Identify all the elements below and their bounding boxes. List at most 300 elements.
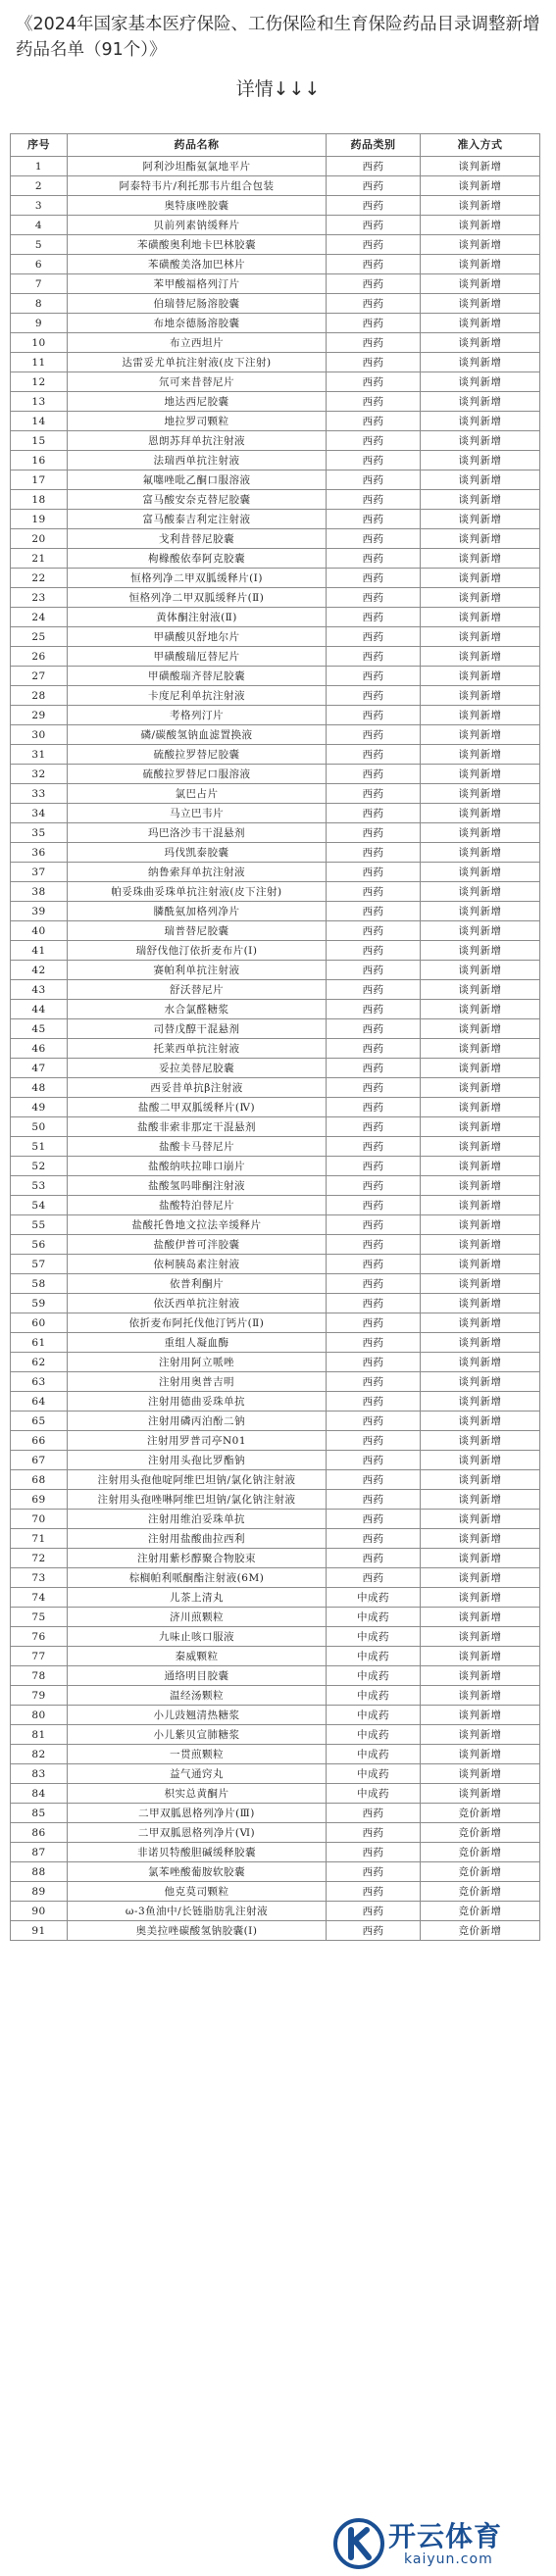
drug-name: 氯苯唑酸葡胺软胶囊 [68,1862,327,1882]
table-row [11,1274,540,1294]
drug-name: 济川煎颗粒 [68,1608,327,1627]
drug-name: 依普利酮片 [68,1274,327,1294]
access-method: 谈判新增 [421,1470,540,1490]
drug-name: ω-3鱼油中/长链脂肪乳注射液 [68,1902,327,1921]
access-method: 谈判新增 [421,1745,540,1764]
drug-category: 西药 [327,725,421,745]
row-index: 35 [11,823,68,843]
row-index: 28 [11,686,68,706]
row-index: 7 [11,274,68,294]
drug-name: 硫酸拉罗替尼口服溶液 [68,765,327,784]
table-row [11,1117,540,1137]
drug-category: 西药 [327,1176,421,1196]
row-index: 30 [11,725,68,745]
table-row [11,1019,540,1039]
drug-category: 西药 [327,1333,421,1353]
row-index: 59 [11,1294,68,1313]
drug-name: 水合氯醛糖浆 [68,1000,327,1019]
row-index: 62 [11,1353,68,1372]
drug-category: 西药 [327,1255,421,1274]
access-method: 谈判新增 [421,549,540,569]
row-index: 82 [11,1745,68,1764]
row-index: 14 [11,412,68,431]
table-row [11,1823,540,1843]
row-index: 85 [11,1804,68,1823]
header-drug-name: 药品名称 [68,134,327,157]
drug-name: 氟噻唑吡乙酮口服溶液 [68,471,327,490]
table-row [11,608,540,627]
drug-name: 非诺贝特酸胆碱缓释胶囊 [68,1843,327,1862]
drug-name: 瑞舒伐他汀依折麦布片(Ⅰ) [68,941,327,961]
row-index: 37 [11,863,68,882]
drug-name: 盐酸二甲双胍缓释片(Ⅳ) [68,1098,327,1117]
drug-category: 西药 [327,1431,421,1451]
drug-name: 注射用磷丙泊酚二钠 [68,1412,327,1431]
drug-category: 西药 [327,549,421,569]
access-method: 谈判新增 [421,1157,540,1176]
access-method: 谈判新增 [421,1412,540,1431]
access-method: 谈判新增 [421,1647,540,1666]
drug-name: 甲磺酸瑞齐替尼胶囊 [68,667,327,686]
drug-name: 法瑞西单抗注射液 [68,451,327,471]
table-row [11,745,540,765]
access-method: 竞价新增 [421,1882,540,1902]
table-row [11,1470,540,1490]
row-index: 8 [11,294,68,314]
access-method: 谈判新增 [421,314,540,333]
table-row [11,921,540,941]
row-index: 31 [11,745,68,765]
drug-category: 西药 [327,1274,421,1294]
drug-name: 富马酸泰吉利定注射液 [68,510,327,529]
drug-name: 依折麦布阿托伐他汀钙片(Ⅱ) [68,1313,327,1333]
access-method: 谈判新增 [421,823,540,843]
access-method: 竞价新增 [421,1902,540,1921]
table-row [11,1353,540,1372]
row-index: 50 [11,1117,68,1137]
drug-name: 盐酸氢吗啡酮注射液 [68,1176,327,1196]
drug-name: 注射用头孢他啶阿维巴坦钠/氯化钠注射液 [68,1470,327,1490]
drug-category: 西药 [327,1412,421,1431]
row-index: 11 [11,353,68,372]
access-method: 谈判新增 [421,529,540,549]
access-method: 谈判新增 [421,1431,540,1451]
drug-category: 西药 [327,392,421,412]
drug-name: 盐酸托鲁地文拉法辛缓释片 [68,1215,327,1235]
drug-name: 磷/碳酸氢钠血滤置换液 [68,725,327,745]
drug-category: 中成药 [327,1627,421,1647]
table-row [11,1529,540,1549]
table-row [11,529,540,549]
drug-name: 注射用头孢比罗酯钠 [68,1451,327,1470]
table-row [11,157,540,176]
access-method: 谈判新增 [421,1117,540,1137]
table-row [11,823,540,843]
table-row [11,490,540,510]
header-access-method: 准入方式 [421,134,540,157]
drug-name: 瑞普替尼胶囊 [68,921,327,941]
table-row [11,451,540,471]
table-row [11,1745,540,1764]
row-index: 84 [11,1784,68,1804]
row-index: 55 [11,1215,68,1235]
table-row [11,353,540,372]
access-method: 谈判新增 [421,431,540,451]
row-index: 78 [11,1666,68,1686]
drug-category: 西药 [327,176,421,196]
access-method: 谈判新增 [421,588,540,608]
drug-category: 中成药 [327,1764,421,1784]
access-method: 谈判新增 [421,686,540,706]
drug-category: 西药 [327,1235,421,1255]
access-method: 谈判新增 [421,1451,540,1470]
drug-name: 地拉罗司颗粒 [68,412,327,431]
table-row [11,1372,540,1392]
drug-name: 他克莫司颗粒 [68,1882,327,1902]
drug-category: 西药 [327,529,421,549]
access-method: 竞价新增 [421,1843,540,1862]
drug-category: 西药 [327,1568,421,1588]
row-index: 63 [11,1372,68,1392]
watermark-domain: kaiyun.com [404,2551,493,2567]
table-row [11,1627,540,1647]
row-index: 18 [11,490,68,510]
drug-category: 中成药 [327,1706,421,1725]
drug-category: 中成药 [327,1686,421,1706]
access-method: 谈判新增 [421,1313,540,1333]
access-method: 谈判新增 [421,274,540,294]
table-row [11,667,540,686]
access-method: 谈判新增 [421,804,540,823]
access-method: 谈判新增 [421,1215,540,1235]
row-index: 1 [11,157,68,176]
table-row [11,235,540,255]
table-row [11,1176,540,1196]
table-row [11,1568,540,1588]
access-method: 谈判新增 [421,1392,540,1412]
row-index: 74 [11,1588,68,1608]
row-index: 56 [11,1235,68,1255]
drug-category: 西药 [327,765,421,784]
drug-name: 司替戊醇干混悬剂 [68,1019,327,1039]
table-row [11,1882,540,1902]
drug-category: 西药 [327,372,421,392]
drug-name: 二甲双胍恩格列净片(Ⅵ) [68,1823,327,1843]
drug-category: 西药 [327,1490,421,1510]
table-row [11,392,540,412]
table-row [11,588,540,608]
row-index: 15 [11,431,68,451]
access-method: 谈判新增 [421,451,540,471]
access-method: 谈判新增 [421,608,540,627]
drug-name: 奥美拉唑碳酸氢钠胶囊(Ⅰ) [68,1921,327,1941]
drug-name: 棕榈帕利哌酮酯注射液(6M) [68,1568,327,1588]
table-row [11,1921,540,1941]
access-method: 谈判新增 [421,627,540,647]
row-index: 45 [11,1019,68,1039]
access-method: 谈判新增 [421,1588,540,1608]
drug-name: 黄体酮注射液(Ⅱ) [68,608,327,627]
access-method: 谈判新增 [421,1294,540,1313]
access-method: 谈判新增 [421,667,540,686]
access-method: 竞价新增 [421,1862,540,1882]
row-index: 34 [11,804,68,823]
row-index: 54 [11,1196,68,1215]
drug-name: 注射用罗普司亭N01 [68,1431,327,1451]
access-method: 谈判新增 [421,706,540,725]
drug-category: 西药 [327,255,421,274]
drug-category: 西药 [327,1902,421,1921]
row-index: 58 [11,1274,68,1294]
access-method: 谈判新增 [421,1235,540,1255]
drug-category: 中成药 [327,1745,421,1764]
table-row [11,1451,540,1470]
drug-category: 西药 [327,216,421,235]
table-row [11,1588,540,1608]
watermark-brand: 开云体育 [388,2520,503,2552]
drug-name: 盐酸非索非那定干混悬剂 [68,1117,327,1137]
drug-name: 马立巴韦片 [68,804,327,823]
row-index: 88 [11,1862,68,1882]
access-method: 谈判新增 [421,1608,540,1627]
drug-name: 小儿紫贝宣肺糖浆 [68,1725,327,1745]
drug-name: 阿利沙坦酯氨氯地平片 [68,157,327,176]
table-row [11,1215,540,1235]
drug-category: 西药 [327,843,421,863]
drug-name: 枳实总黄酮片 [68,1784,327,1804]
drug-category: 西药 [327,608,421,627]
table-row [11,1098,540,1117]
row-index: 6 [11,255,68,274]
drug-name: 富马酸安奈克替尼胶囊 [68,490,327,510]
row-index: 16 [11,451,68,471]
row-index: 32 [11,765,68,784]
drug-name: 注射用奥普吉明 [68,1372,327,1392]
row-index: 68 [11,1470,68,1490]
drug-name: 考格列汀片 [68,706,327,725]
access-method: 谈判新增 [421,921,540,941]
row-index: 69 [11,1490,68,1510]
row-index: 25 [11,627,68,647]
row-index: 20 [11,529,68,549]
drug-name: 玛伐凯泰胶囊 [68,843,327,863]
row-index: 60 [11,1313,68,1333]
row-index: 44 [11,1000,68,1019]
drug-category: 中成药 [327,1666,421,1686]
row-index: 48 [11,1078,68,1098]
drug-category: 西药 [327,980,421,1000]
drug-name: 依沃西单抗注射液 [68,1294,327,1313]
access-method: 谈判新增 [421,1353,540,1372]
drug-category: 西药 [327,471,421,490]
row-index: 13 [11,392,68,412]
table-row [11,980,540,1000]
table-row [11,1333,540,1353]
drug-category: 西药 [327,941,421,961]
row-index: 49 [11,1098,68,1117]
table-row [11,314,540,333]
row-index: 42 [11,961,68,980]
row-index: 12 [11,372,68,392]
drug-category: 西药 [327,1039,421,1059]
drug-category: 西药 [327,1196,421,1215]
row-index: 21 [11,549,68,569]
drug-category: 西药 [327,1000,421,1019]
access-method: 谈判新增 [421,1019,540,1039]
access-method: 谈判新增 [421,1000,540,1019]
drug-name: 盐酸伊普可泮胶囊 [68,1235,327,1255]
table-row [11,1137,540,1157]
access-method: 竞价新增 [421,1921,540,1941]
table-row [11,1804,540,1823]
drug-category: 西药 [327,882,421,902]
drug-category: 西药 [327,1529,421,1549]
table-row [11,1647,540,1666]
table-row [11,1666,540,1686]
access-method: 谈判新增 [421,1568,540,1588]
table-row [11,1412,540,1431]
drug-category: 西药 [327,157,421,176]
drug-category: 西药 [327,1059,421,1078]
row-index: 23 [11,588,68,608]
drug-name: 注射用头孢唑啉阿维巴坦钠/氯化钠注射液 [68,1490,327,1510]
drug-name: 氯巴占片 [68,784,327,804]
drug-category: 西药 [327,784,421,804]
drug-category: 西药 [327,353,421,372]
drug-category: 西药 [327,1549,421,1568]
table-row [11,765,540,784]
drug-category: 西药 [327,1882,421,1902]
drug-category: 西药 [327,1843,421,1862]
drug-category: 西药 [327,294,421,314]
drug-name: 戈利昔替尼胶囊 [68,529,327,549]
drug-name: 恒格列净二甲双胍缓释片(Ⅰ) [68,569,327,588]
access-method: 谈判新增 [421,372,540,392]
access-method: 谈判新增 [421,333,540,353]
table-row [11,882,540,902]
table-row [11,1608,540,1627]
row-index: 39 [11,902,68,921]
row-index: 86 [11,1823,68,1843]
table-row [11,1549,540,1568]
drug-name: 益气通窍丸 [68,1764,327,1784]
drug-category: 西药 [327,1353,421,1372]
row-index: 66 [11,1431,68,1451]
row-index: 75 [11,1608,68,1627]
drug-name: 盐酸特泊替尼片 [68,1196,327,1215]
drug-category: 西药 [327,412,421,431]
drug-name: 恒格列净二甲双胍缓释片(Ⅱ) [68,588,327,608]
drug-category: 西药 [327,921,421,941]
drug-category: 中成药 [327,1725,421,1745]
drug-name: 苯磺酸美洛加巴林片 [68,255,327,274]
k-logo-icon [335,2520,382,2567]
table-row [11,1431,540,1451]
access-method: 谈判新增 [421,1137,540,1157]
drug-category: 西药 [327,510,421,529]
access-method: 谈判新增 [421,1176,540,1196]
row-index: 71 [11,1529,68,1549]
drug-name: 一贯煎颗粒 [68,1745,327,1764]
table-row [11,1902,540,1921]
drug-category: 西药 [327,333,421,353]
row-index: 76 [11,1627,68,1647]
table-row [11,863,540,882]
table-row [11,1510,540,1529]
table-row [11,706,540,725]
access-method: 谈判新增 [421,569,540,588]
drug-category: 中成药 [327,1647,421,1666]
drug-name: 达雷妥尤单抗注射液(皮下注射) [68,353,327,372]
table-row [11,627,540,647]
drug-name: 贝前列素钠缓释片 [68,216,327,235]
drug-category: 西药 [327,1137,421,1157]
table-row [11,274,540,294]
access-method: 谈判新增 [421,176,540,196]
drug-category: 西药 [327,902,421,921]
table-header-row [11,134,540,157]
drug-name: 卡度尼利单抗注射液 [68,686,327,706]
drug-category: 西药 [327,1823,421,1843]
drug-category: 西药 [327,431,421,451]
drug-name: 注射用德曲妥珠单抗 [68,1392,327,1412]
row-index: 72 [11,1549,68,1568]
access-method: 谈判新增 [421,1255,540,1274]
drug-category: 西药 [327,1372,421,1392]
drug-category: 西药 [327,588,421,608]
drug-category: 西药 [327,235,421,255]
table-row [11,176,540,196]
access-method: 谈判新增 [421,725,540,745]
drug-category: 西药 [327,1215,421,1235]
row-index: 10 [11,333,68,353]
table-row [11,510,540,529]
drug-name: 氘可来昔替尼片 [68,372,327,392]
table-row [11,1196,540,1215]
access-method: 谈判新增 [421,980,540,1000]
access-method: 谈判新增 [421,157,540,176]
access-method: 谈判新增 [421,1274,540,1294]
access-method: 竞价新增 [421,1804,540,1823]
drug-category: 西药 [327,451,421,471]
drug-name: 重组人凝血酶 [68,1333,327,1353]
drug-name: 奥特康唑胶囊 [68,196,327,216]
drug-category: 西药 [327,1921,421,1941]
row-index: 4 [11,216,68,235]
drug-name: 纳鲁索拜单抗注射液 [68,863,327,882]
header-index: 序号 [11,134,68,157]
drug-category: 西药 [327,274,421,294]
access-method: 谈判新增 [421,294,540,314]
access-method: 谈判新增 [421,1706,540,1725]
table-row [11,1039,540,1059]
drug-category: 西药 [327,1078,421,1098]
drug-name: 布立西坦片 [68,333,327,353]
drug-category: 西药 [327,1862,421,1882]
drug-name: 妥拉美替尼胶囊 [68,1059,327,1078]
drug-name: 恩朗苏拜单抗注射液 [68,431,327,451]
access-method: 谈判新增 [421,235,540,255]
access-method: 谈判新增 [421,745,540,765]
drug-category: 西药 [327,667,421,686]
table-row [11,1255,540,1274]
row-index: 70 [11,1510,68,1529]
table-row [11,294,540,314]
row-index: 53 [11,1176,68,1196]
drug-name: 伯瑞替尼肠溶胶囊 [68,294,327,314]
row-index: 79 [11,1686,68,1706]
drug-name: 注射用维泊妥珠单抗 [68,1510,327,1529]
